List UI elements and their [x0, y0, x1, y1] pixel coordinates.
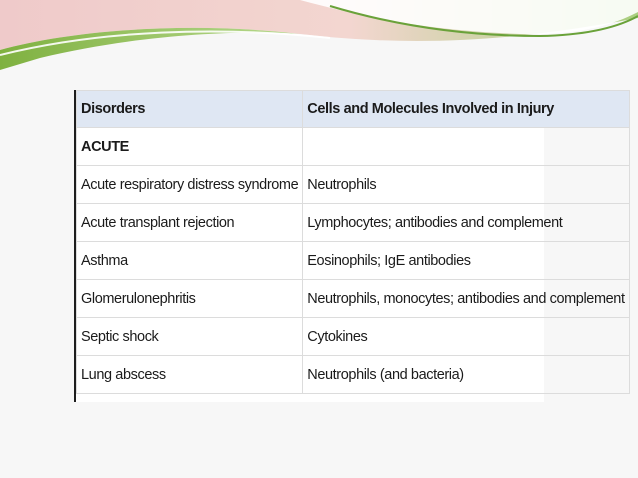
disorders-table-container	[74, 90, 625, 402]
table-row	[77, 242, 630, 280]
cells-cell: Neutrophils (and bacteria)	[303, 356, 629, 394]
disorder-cell: Acute respiratory distress syndrome	[77, 166, 303, 204]
section-row	[77, 128, 630, 166]
disorder-cell: Septic shock	[77, 318, 303, 356]
table-row	[77, 204, 630, 242]
table-header-row	[77, 91, 630, 128]
cells-cell: Neutrophils	[303, 166, 629, 204]
section-label-acute: ACUTE	[77, 128, 303, 166]
table-row	[77, 356, 630, 394]
disorders-table	[76, 90, 630, 394]
cells-cell: Eosinophils; IgE antibodies	[303, 242, 629, 280]
disorder-cell: Asthma	[77, 242, 303, 280]
disorder-cell: Glomerulonephritis	[77, 280, 303, 318]
header-disorders: Disorders	[77, 91, 303, 128]
section-empty-cell	[303, 128, 629, 166]
disorder-cell: Acute transplant rejection	[77, 204, 303, 242]
cells-cell: Cytokines	[303, 318, 629, 356]
header-cells-molecules: Cells and Molecules Involved in Injury	[303, 91, 629, 128]
cells-cell: Lymphocytes; antibodies and complement	[303, 204, 629, 242]
table-row	[77, 318, 630, 356]
table-row	[77, 280, 630, 318]
table-row	[77, 166, 630, 204]
decorative-banner	[0, 0, 638, 80]
disorder-cell: Lung abscess	[77, 356, 303, 394]
cells-cell: Neutrophils, monocytes; antibodies and complement	[303, 280, 629, 318]
